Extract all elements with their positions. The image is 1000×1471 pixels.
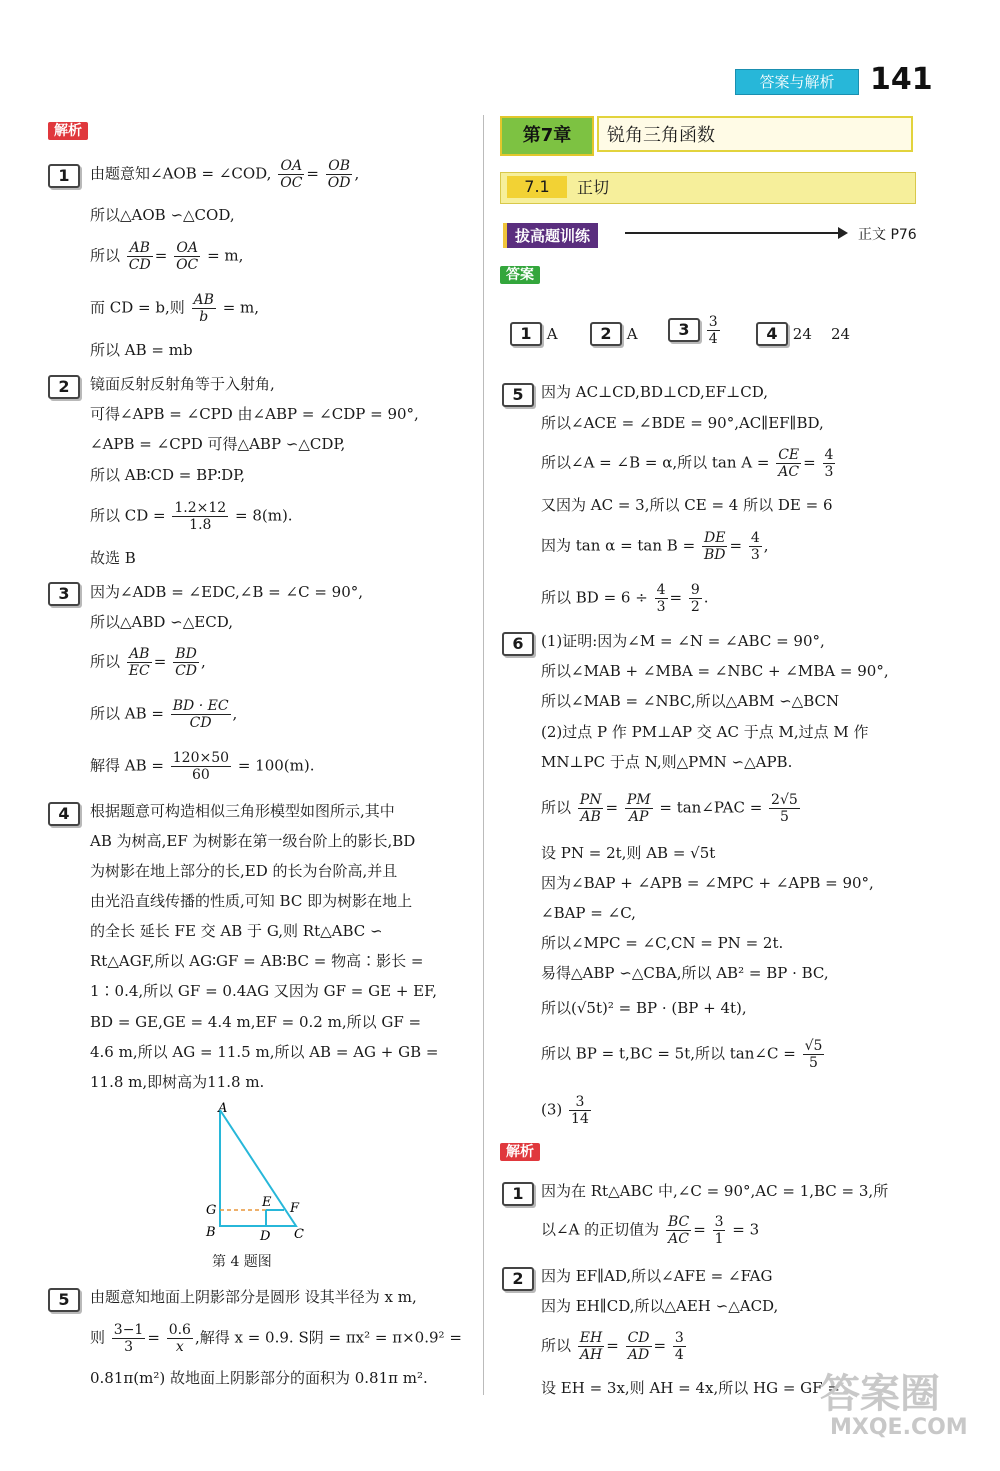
rq6-line14: (3) $\frac{3}{14}$ <box>541 1094 589 1127</box>
rq5-line6: 所以 BD = 6 ÷ $\frac{4}{3}$ = $\frac{9}{2}$ . <box>541 582 709 615</box>
rq5-line4: 又因为 AC = 3,所以 CE = 4 所以 DE = 6 <box>541 496 833 514</box>
ra2-line3: 所以 $\frac{EH}{AH}$ = $\frac{CD}{AD}$ = $\frac{3}{4}$ <box>541 1330 684 1363</box>
rq6-line7: 设 PN = 2t,则 AB = √5t <box>541 844 716 862</box>
rq6-line9: ∠BAP = ∠C, <box>541 904 636 922</box>
q5-line1: 由题意知地面上阴影部分是圆形 设其半径为 x m, <box>90 1288 417 1306</box>
chapter-badge: 第7章 <box>500 116 594 156</box>
rq6-line4: (2)过点 P 作 PM⊥AP 交 AC 于点 M,过点 M 作 <box>541 723 869 741</box>
rq6-line8: 因为∠BAP + ∠APB = ∠MPC + ∠APB = 90°, <box>541 874 874 892</box>
q1-line3: 所以 $\frac{AB}{CD}$ = $\frac{OA}{OC}$ = m, <box>90 240 244 273</box>
chapter-title: 锐角三角函数 <box>597 116 913 152</box>
figure-caption: 第 4 题图 <box>212 1254 272 1270</box>
section-tag: 答案与解析 <box>735 69 859 95</box>
q5-line2: 则 $\frac{3-1}{3}$ = $\frac{0.6}{x}$ ,解得 x = 0.9. S阴 = πx² = π×0.9² = <box>90 1322 462 1355</box>
q1-line4: 而 CD = b,则 $\frac{AB}{b}$ = m, <box>90 292 260 325</box>
answer-item: 4 24 24 <box>756 322 850 346</box>
ra1-line1: 因为在 Rt△ABC 中,∠C = 90°,AC = 1,BC = 3,所 <box>541 1182 889 1200</box>
triangle-figure <box>200 1098 320 1246</box>
q3-line5: 解得 AB = $\frac{120\times 50}{60}$ = 100(m). <box>90 750 315 783</box>
watermark-logo: 答案圈 MXQE.COM <box>820 1371 968 1440</box>
q4-line4: 由光沿直线传播的性质,可知 BC 即为树影在地上 <box>90 892 413 910</box>
answer-item: 1 A <box>510 322 558 346</box>
rq6-line5: MN⊥PC 于点 N,则△PMN ∽△APB. <box>541 753 793 771</box>
rq6-line11: 易得△ABP ∽△CBA,所以 AB² = BP · BC, <box>541 964 829 982</box>
rq6-line6: 所以 $\frac{PN}{AB}$ = $\frac{PM}{AP}$ = tan∠PAC = $\frac{2√5}{5}$ <box>541 792 798 825</box>
question-number: 1 <box>48 164 80 188</box>
q1-line5: 所以 AB = mb <box>90 341 193 359</box>
page-number: 141 <box>870 62 933 97</box>
q4-line1: 根据题意可构造相似三角形模型如图所示,其中 <box>90 802 395 820</box>
q1-line2: 所以△AOB ∽△COD, <box>90 206 235 224</box>
page-reference: 正文 P76 <box>858 227 917 243</box>
q2-line6: 故选 B <box>90 549 136 567</box>
q5-line3: 0.81π(m²) 故地面上阴影部分的面积为 0.81π m². <box>90 1369 428 1387</box>
q2-line2: 可得∠APB = ∠CPD 由∠ABP = ∠CDP = 90°, <box>90 405 419 423</box>
label-c: C <box>294 1227 304 1242</box>
q2-line3: ∠APB = ∠CPD 可得△ABP ∽△CDP, <box>90 435 346 453</box>
rq5-line3: 所以∠A = ∠B = α,所以 tan A = $\frac{CE}{AC}$ = $\frac{4}{3}$ <box>541 447 834 480</box>
ra2-line4: 设 EH = 3x,则 AH = 4x,所以 HG = GF = <box>541 1379 840 1397</box>
training-badge: 拔高题训练 <box>503 223 598 248</box>
question-number: 1 <box>502 1182 534 1206</box>
q3-line2: 所以△ABD ∽△ECD, <box>90 613 233 631</box>
rq6-line10: 所以∠MPC = ∠C,CN = PN = 2t. <box>541 934 784 952</box>
label-f: F <box>290 1201 300 1216</box>
question-number: 2 <box>502 1267 534 1291</box>
rq6-line1: (1)证明:因为∠M = ∠N = ∠ABC = 90°, <box>541 632 825 650</box>
q3-line3: 所以 $\frac{AB}{EC}$ = $\frac{BD}{CD}$ , <box>90 646 206 679</box>
question-number: 6 <box>502 632 534 656</box>
rq5-line1: 因为 AC⊥CD,BD⊥CD,EF⊥CD, <box>541 383 769 401</box>
label-e: E <box>262 1195 272 1210</box>
answer-tag: 答案 <box>500 264 540 284</box>
q4-line8: BD = GE,GE = 4.4 m,EF = 0.2 m,所以 GF = <box>90 1013 422 1031</box>
answer-item: 2 A <box>590 322 638 346</box>
question-number: 5 <box>502 383 534 407</box>
rq5-line2: 所以∠ACE = ∠BDE = 90°,AC∥EF∥BD, <box>541 414 824 432</box>
label-d: D <box>260 1229 271 1244</box>
question-number: 3 <box>48 582 80 606</box>
rq6-line3: 所以∠MAB = ∠NBC,所以△ABM ∽△BCN <box>541 692 840 710</box>
ra2-line1: 因为 EF∥AD,所以∠AFE = ∠FAG <box>541 1267 773 1285</box>
q2-line1: 镜面反射反射角等于入射角, <box>90 375 275 393</box>
rq5-line5: 因为 tan α = tan B = $\frac{DE}{BD}$ = $\frac{4}{3}$ , <box>541 530 769 563</box>
q3-line4: 所以 AB = $\frac{BD \cdot EC}{CD}$ , <box>90 698 238 731</box>
question-number: 5 <box>48 1288 80 1312</box>
label-g: G <box>206 1203 217 1218</box>
question-number: 4 <box>48 802 80 826</box>
q1-line1: 由题意知∠AOB = ∠COD, $\frac{OA}{OC}$ = $\frac{OB}{OD}$ , <box>90 158 360 191</box>
q2-line4: 所以 AB∶CD = BP∶DP, <box>90 466 246 484</box>
q4-line9: 4.6 m,所以 AG = 11.5 m,所以 AB = AG + GB = <box>90 1043 439 1061</box>
rq6-line2: 所以∠MAB + ∠MBA = ∠NBC + ∠MBA = 90°, <box>541 662 889 680</box>
analysis-tag: 解析 <box>48 120 88 140</box>
analysis-tag: 解析 <box>500 1141 540 1161</box>
arrow-right-icon <box>838 227 848 239</box>
q4-line10: 11.8 m,即树高为11.8 m. <box>90 1073 265 1091</box>
label-a: A <box>218 1101 228 1116</box>
q4-line2: AB 为树高,EF 为树影在第一级台阶上的影长,BD <box>90 832 416 850</box>
section-number: 7.1 <box>507 176 567 198</box>
ra2-line2: 因为 EH∥CD,所以△AEH ∽△ACD, <box>541 1297 779 1315</box>
q4-line3: 为树影在地上部分的长,ED 的长为台阶高,并且 <box>90 862 398 880</box>
rq6-line13: 所以 BP = t,BC = 5t,所以 tan∠C = $\frac{√5}{5}$ <box>541 1038 823 1071</box>
answer-item: 3 $\frac{3}{4}$ <box>668 314 722 347</box>
label-b: B <box>206 1225 216 1240</box>
q4-line5: 的全长 延长 FE 交 AB 于 G,则 Rt△ABC ∽ <box>90 922 383 940</box>
section-title: 正切 <box>577 178 610 197</box>
column-divider <box>483 115 484 1395</box>
section-bar <box>500 172 916 204</box>
rq6-line12: 所以(√5t)² = BP · (BP + 4t), <box>541 999 747 1017</box>
question-number: 2 <box>48 375 80 399</box>
q4-line7: 1∶0.4,所以 GF = 0.4AG 又因为 GF = GE + EF, <box>90 982 437 1000</box>
arrow-line <box>625 232 840 234</box>
q4-line6: Rt△AGF,所以 AG∶GF = AB∶BC = 物高∶影长 = <box>90 952 424 970</box>
ra1-line2: 以∠A 的正切值为 $\frac{BC}{AC}$ = $\frac{3}{1}$ = 3 <box>541 1214 760 1247</box>
q2-line5: 所以 CD = $\frac{1.2\times 12}{1.8}$ = 8(m). <box>90 500 293 533</box>
q3-line1: 因为∠ADB = ∠EDC,∠B = ∠C = 90°, <box>90 583 364 601</box>
